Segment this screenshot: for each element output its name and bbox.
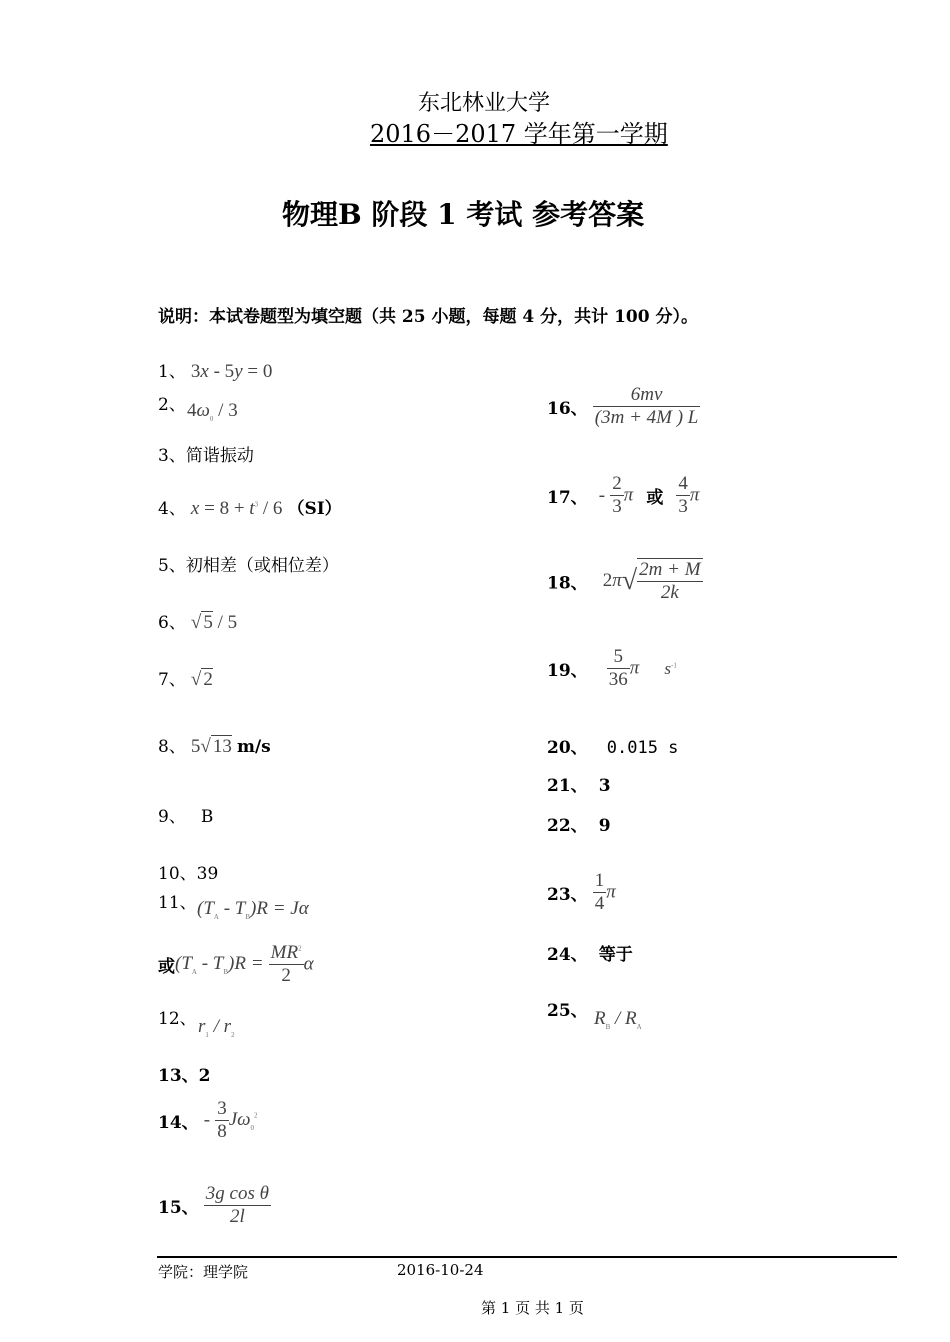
- exam-title: 物理B 阶段 1 考试 参考答案: [282, 198, 645, 231]
- answer-20: [547, 733, 678, 758]
- math-expression: 5√ 13: [190, 736, 232, 757]
- answer-1: [158, 357, 272, 383]
- answer-label: 12、: [158, 1009, 197, 1029]
- answer-19: 19、 $\frac{5}{36}$ π $s^{-1}$: [547, 646, 677, 690]
- math-expression: $(T_A - T_B)R$ =: [175, 953, 264, 976]
- answer-10: [158, 859, 218, 884]
- fraction: $\frac{MR^2}{2}$: [270, 942, 302, 986]
- answer-label: 16、: [547, 399, 588, 419]
- answer-label: 24、: [547, 945, 588, 965]
- answer-13: [158, 1061, 211, 1086]
- answer-21: [547, 771, 611, 796]
- answer-25: [547, 996, 588, 1021]
- answer-text: 39: [196, 864, 219, 884]
- answer-label: 22、: [547, 816, 588, 836]
- unit-label: m/s: [236, 737, 271, 757]
- answer-label: 3、: [158, 446, 186, 466]
- math-expression: $r_1 / r_2$: [198, 1016, 235, 1039]
- or-label: 或: [158, 957, 175, 977]
- answer-label: 5、: [158, 556, 186, 576]
- fraction: $\frac{4}{3}$: [678, 473, 688, 517]
- footer-divider: [157, 1256, 897, 1258]
- answer-3: [158, 441, 254, 466]
- answer-6: [158, 608, 237, 634]
- term-title: 2016－2017 学年第一学期: [370, 120, 668, 148]
- answer-label: 17、: [547, 488, 588, 508]
- fraction: $\frac{3}{8}$: [217, 1098, 227, 1142]
- answer-label: 18、: [547, 573, 588, 594]
- answer-text: 2: [198, 1066, 211, 1086]
- answer-label: 14、: [158, 1113, 199, 1133]
- answer-label: 25、: [547, 1001, 588, 1021]
- page-number: 第 1 页 共 1 页: [481, 1299, 584, 1317]
- answer-label: 1、: [158, 362, 186, 382]
- answer-label: 8、: [158, 737, 186, 757]
- answer-22: [547, 811, 611, 836]
- math-expression: $x = 8 + t^3 / 6$: [190, 498, 283, 519]
- math-expression: √ 2: [190, 669, 213, 690]
- answer-label: 9、: [158, 807, 186, 827]
- answer-label: 6、: [158, 613, 186, 633]
- math-expression: 3x - 5y = 0: [190, 361, 273, 382]
- answer-label: 4、: [158, 499, 186, 519]
- answer-12: [158, 1004, 197, 1029]
- unit-label: （SI）: [287, 499, 342, 519]
- answer-text: 0.015 s: [606, 738, 679, 758]
- footer-date: 2016-10-24: [397, 1261, 484, 1279]
- answer-7: [158, 665, 213, 691]
- answer-4: [158, 494, 342, 520]
- answer-text: 初相差（或相位差）: [185, 556, 339, 576]
- fraction: $\frac{2m + M}{2k}$: [639, 559, 701, 603]
- answer-label: 13、: [158, 1066, 199, 1086]
- fraction: $\frac{6mv}{(3m + 4M ) L}$: [594, 384, 699, 428]
- university-name: 东北林业大学: [418, 91, 551, 116]
- answer-2: [158, 390, 186, 415]
- answer-label: 21、: [547, 776, 588, 796]
- answer-18: 18、 2π√ $\frac{2m + M}{2k}$: [547, 559, 701, 603]
- answer-label: 7、: [158, 670, 186, 690]
- answer-text: 简谐振动: [185, 446, 254, 466]
- instructions: 说明：本试卷题型为填空题（共 25 小题，每题 4 分，共计 100 分）。: [158, 307, 698, 327]
- answer-23: 23、 $\frac{1}{4}$ π: [547, 870, 616, 914]
- answer-label: 10、: [158, 864, 197, 884]
- answer-14: 14、 - $\frac{3}{8}$ $J\omega_0^2$: [158, 1098, 258, 1142]
- fraction: $\frac{2}{3}$: [612, 473, 622, 517]
- fraction: $\frac{5}{36}$: [608, 646, 628, 690]
- answer-label: 11、: [158, 893, 197, 913]
- answer-label: 23、: [547, 885, 588, 905]
- answer-8: [158, 732, 271, 758]
- answer-label: 19、: [547, 661, 588, 681]
- answer-16: [547, 384, 700, 429]
- math-expression: $4\omega_0 / 3$: [187, 400, 238, 423]
- footer-college: 学院：理学院: [158, 1263, 249, 1281]
- answer-label: 2、: [158, 395, 186, 415]
- answer-17: 17、 - $\frac{2}{3}$ π 或 $\frac{4}{3}$ π: [547, 473, 700, 517]
- answer-text: B: [200, 807, 214, 827]
- answer-9: [158, 802, 213, 827]
- answer-11: [158, 888, 197, 913]
- or-label: 或: [646, 488, 664, 508]
- answer-label: 20、: [547, 738, 588, 758]
- answer-11-alternative: 或$(T_A - T_B)R$ = $\frac{MR^2}{2}$ α: [158, 942, 314, 986]
- fraction: $\frac{1}{4}$: [594, 870, 605, 914]
- answer-text: 等于: [598, 945, 633, 965]
- answer-text: 3: [598, 776, 611, 796]
- math-expression: $(T_A - T_B)R = J\alpha$: [197, 898, 309, 921]
- answer-text: 9: [598, 816, 611, 836]
- fraction: $\frac{\text{3g cos θ}}{2l}$: [205, 1183, 269, 1227]
- answer-15: [158, 1183, 271, 1228]
- math-expression: $R_B / R_A$: [594, 1008, 642, 1031]
- math-expression: √ 5 / 5: [190, 612, 238, 633]
- answer-label: 15、: [158, 1198, 199, 1218]
- answer-24: [547, 940, 633, 965]
- answer-5: [158, 551, 339, 576]
